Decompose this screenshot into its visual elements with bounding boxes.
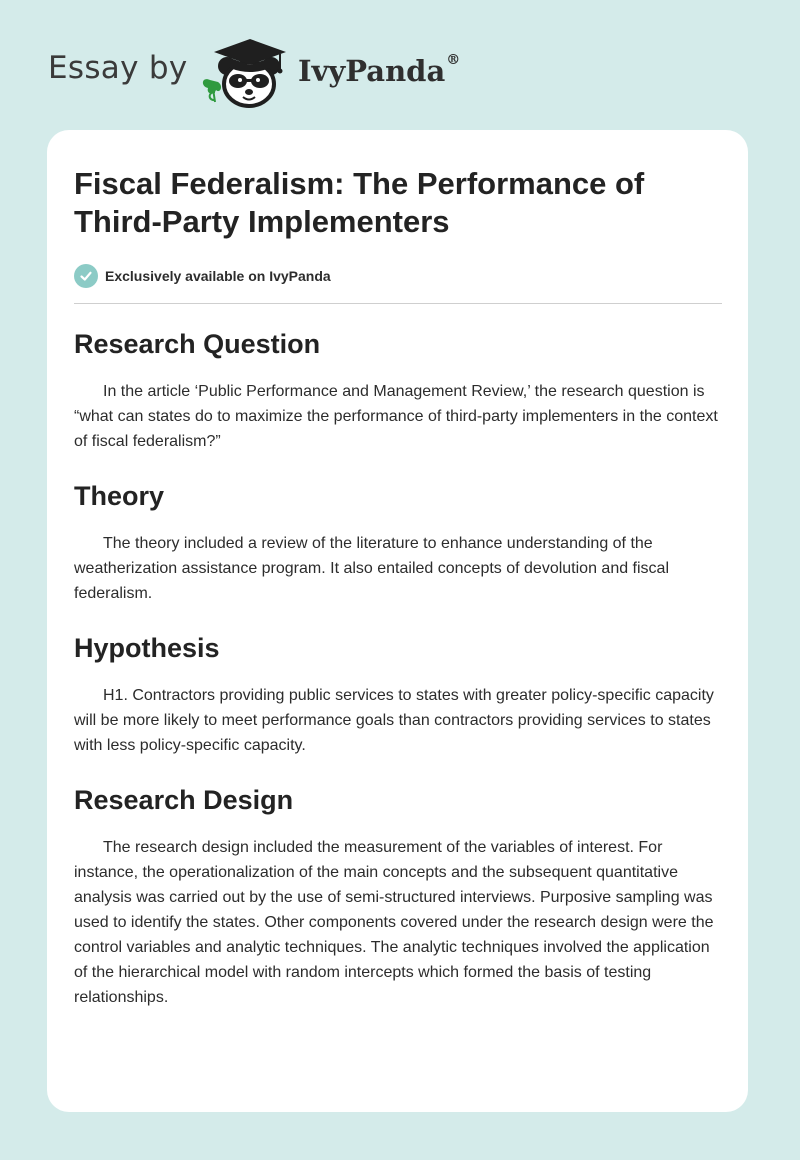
section-heading: Theory bbox=[74, 481, 165, 511]
essay-by-label: Essay by bbox=[48, 50, 188, 86]
registered-mark: ® bbox=[446, 52, 461, 68]
exclusive-badge bbox=[74, 264, 331, 288]
section-heading: Research Design bbox=[74, 785, 294, 815]
essay-card bbox=[47, 130, 748, 1112]
section-paragraph: In the article ‘Public Performance and Management Review,’ the research question is “what can states do to maximize the performance of third-party implementers in the context of fiscal federalism?” bbox=[74, 383, 718, 450]
section-hypothesis bbox=[74, 627, 724, 758]
section-heading: Research Question bbox=[74, 329, 321, 359]
section-research-question bbox=[74, 323, 724, 454]
essay-body bbox=[74, 323, 724, 1010]
title-divider bbox=[74, 303, 722, 304]
section-paragraph: The theory included a review of the literature to enhance understanding of the weatherization assistance program. It also entailed concepts of devolution and fiscal federalism. bbox=[74, 535, 670, 602]
section-theory bbox=[74, 475, 724, 606]
panda-graduate-icon[interactable] bbox=[196, 36, 292, 110]
section-paragraph: H1. Contractors providing public services to states with greater policy-specific capacity will be more likely to meet performance goals than contractors providing services to states with less policy-specific capacity. bbox=[74, 687, 714, 754]
exclusive-badge-label: Exclusively available on IvyPanda bbox=[105, 268, 331, 284]
check-circle-icon bbox=[74, 264, 98, 288]
section-research-design bbox=[74, 779, 724, 1010]
site-header bbox=[0, 0, 800, 130]
section-heading: Hypothesis bbox=[74, 633, 220, 663]
page-title: Fiscal Federalism: The Performance of Third-Party Implementers bbox=[74, 166, 645, 239]
brand-text: IvyPanda bbox=[298, 54, 446, 88]
section-paragraph: The research design included the measurement of the variables of interest. For instance, the operationalization of the main concepts and the subsequent quantitative analysis was carried out by the use of semi-structured interviews. Purposive sampling was used to identify the states. Other components covered under the research design were the control variables and analytic techniques. The analytic techniques involved the application of the hierarchical model with random intercepts which formed the basis of testing relationships. bbox=[74, 839, 714, 1006]
ivypanda-logo-text[interactable] bbox=[298, 54, 460, 88]
